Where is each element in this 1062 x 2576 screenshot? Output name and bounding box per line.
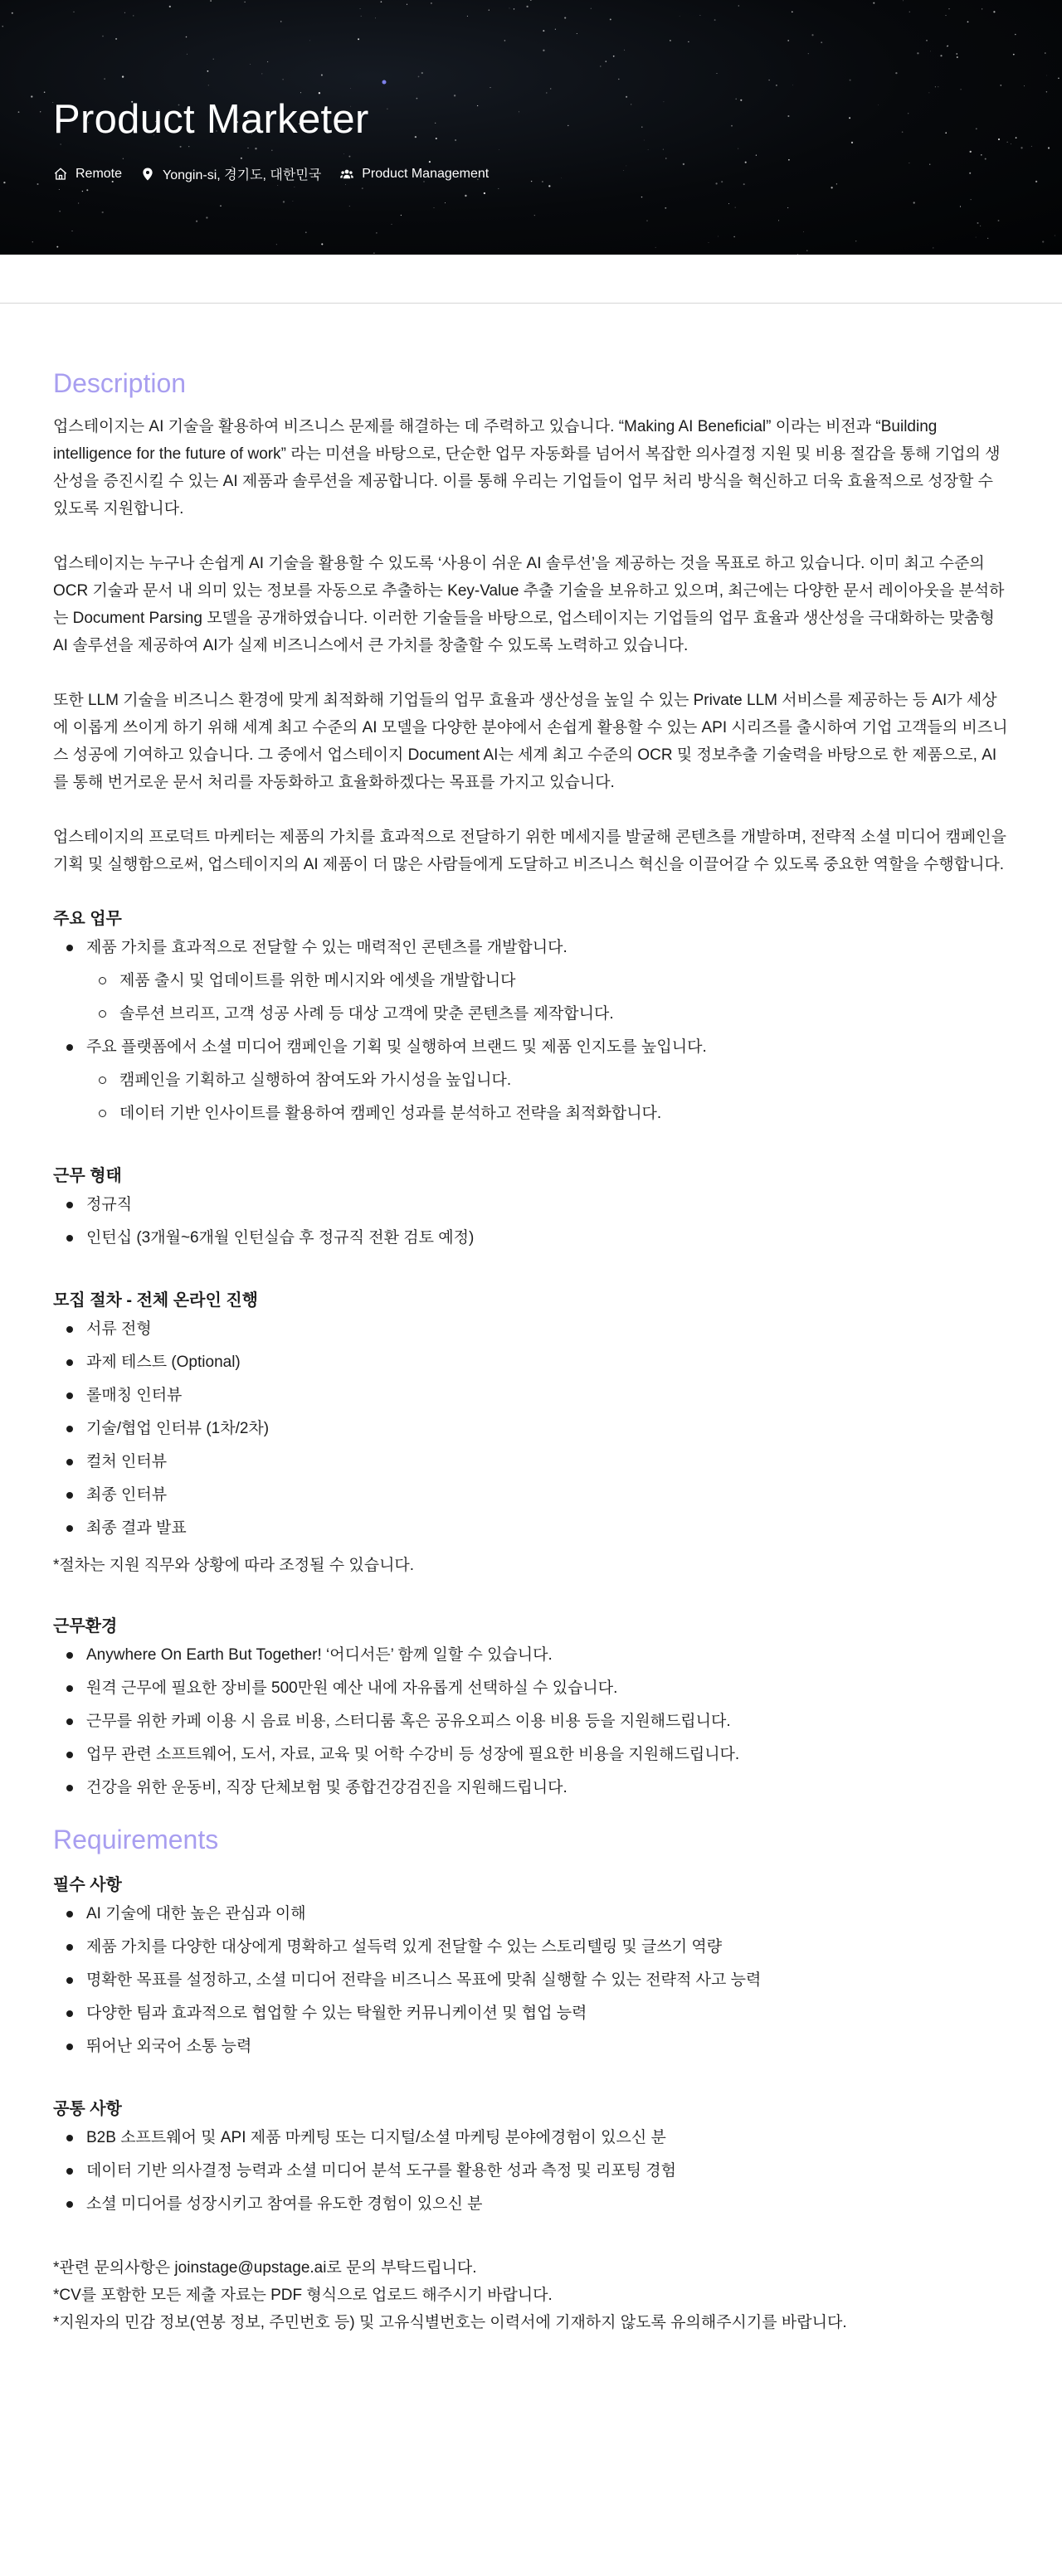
hero-content	[53, 96, 507, 183]
sub-list-item	[86, 1097, 1009, 1130]
process-list	[53, 1313, 1009, 1545]
list-item	[53, 1672, 1009, 1705]
header-divider	[0, 303, 1062, 304]
list-item-text: 업무 관련 소프트웨어, 도서, 자료, 교육 및 어학 수강비 등 성장에 필요한 비용을 지원해드립니다.	[86, 1746, 740, 1763]
requirements-heading: Requirements	[53, 1825, 219, 1854]
list-item-text: 최종 인터뷰	[86, 1486, 168, 1504]
description-paragraph: 또한 LLM 기술을 비즈니스 환경에 맞게 최적화해 기업들의 업무 효율과 생산성을 높일 수 있는 Private LLM 서비스를 제공하는 등 AI가 세상에 이롭게 쓰이게 하기 위해 세계 최고 수준의 AI 모델을 다양한 분야에서 손쉽게 활용할 수 있는 API 시리즈를 출시하여 기업 고객들의 비즈니스 성공에 기여하고 있습니다. 그 중에서 업스테이지 Document AI는 세계 최고 수준의 OCR 및 정보추출 기술력을 바탕으로 한 제품으로, AI를 통해 번거로운 문서 처리를 자동화하고 효율화하겠다는 목표를 가지고 있습니다.	[53, 692, 1008, 791]
list-item-text: 소셜 미디어를 성장시키고 참여를 유도한 경험이 있으신 분	[86, 2195, 483, 2213]
list-item-text: 과제 테스트 (Optional)	[86, 1354, 241, 1371]
meta-team-text: Product Management	[362, 166, 490, 181]
list-item	[53, 1772, 1009, 1805]
sub-list-item	[86, 998, 1009, 1031]
required-list	[53, 1898, 1009, 2063]
list-item-text: 주요 플랫폼에서 소셜 미디어 캠페인을 기획 및 실행하여 브랜드 및 제품 인지도를 높입니다.	[86, 1038, 707, 1056]
list-item-text: 원격 근무에 필요한 장비를 500만원 예산 내에 자유롭게 선택하실 수 있습니다.	[86, 1679, 618, 1697]
list-item-text: 인턴십 (3개월~6개월 인턴실습 후 정규직 전환 검토 예정)	[86, 1229, 475, 1247]
list-item	[53, 1313, 1009, 1346]
people-icon	[339, 167, 354, 182]
employment-list	[53, 1188, 1009, 1255]
list-item-text: 제품 가치를 다양한 대상에게 명확하고 설득력 있게 전달할 수 있는 스토리텔링 및 글쓰기 역량	[86, 1938, 723, 1956]
employment-heading: 근무 형태	[53, 1167, 122, 1185]
list-item-text: 서류 전형	[86, 1320, 152, 1338]
list-item	[53, 1705, 1009, 1738]
list-item-text: 정규직	[86, 1196, 133, 1213]
list-item-text: 데이터 기반 의사결정 능력과 소셜 미디어 분석 도구를 활용한 성과 측정 및 리포팅 경험	[86, 2162, 677, 2180]
list-item	[53, 2030, 1009, 2063]
environment-heading: 근무환경	[53, 1617, 118, 1636]
contact-notes	[53, 2254, 1009, 2336]
sub-list-item-text: 제품 출시 및 업데이트를 위한 메시지와 에셋을 개발합니다	[119, 972, 516, 989]
sub-list-item-text: 솔루션 브리프, 고객 성공 사례 등 대상 고객에 맞춘 콘텐츠를 제작합니다.	[119, 1005, 614, 1023]
contact-note: *지원자의 민감 정보(연봉 정보, 주민번호 등) 및 고유식별번호는 이력서에 기재하지 않도록 유의해주시기를 바랍니다.	[53, 2314, 847, 2331]
description-paragraph: 업스테이지의 프로덕트 마케터는 제품의 가치를 효과적으로 전달하기 위한 메세지를 발굴해 콘텐츠를 개발하며, 전략적 소셜 미디어 캠페인을 기획 및 실행함으로써, 업스테이지의 AI 제품이 더 많은 사람들에게 도달하고 비즈니스 혁신을 이끌어갈 수 있도록 중요한 역할을 수행합니다.	[53, 829, 1006, 873]
description-paragraph: 업스테이지는 누구나 손쉽게 AI 기술을 활용할 수 있도록 ‘사용이 쉬운 AI 솔루션’을 제공하는 것을 목표로 하고 있습니다. 이미 최고 수준의 OCR 기술과 문서 내 의미 있는 정보를 자동으로 추출하는 Key-Value 추출 기술을 보유하고 있으며, 최근에는 다양한 문서 레이아웃을 분석하는 Document Parsing 모델을 공개하였습니다. 이러한 기술들을 바탕으로, 업스테이지는 기업들의 업무 효율과 생산성을 극대화하는 맞춤형 AI 솔루션을 제공하여 AI가 실제 비즈니스에서 큰 가치를 창출할 수 있도록 노력하고 있습니다.	[53, 555, 1005, 654]
list-item	[53, 1346, 1009, 1379]
description-paragraph: 업스테이지는 AI 기술을 활용하여 비즈니스 문제를 해결하는 데 주력하고 있습니다. “Making AI Beneficial” 이라는 비전과 “Building intelligence for the future of work” 라는 미션을 바탕으로, 단순한 업무 자동화를 넘어서 복잡한 의사결정 지원 및 비용 절감을 통해 기업의 생산성을 증진시킬 수 있는 AI 제품과 솔루션을 제공합니다. 이를 통해 우리는 기업들이 업무 처리 방식을 혁신하고 더욱 효율적으로 성장할 수 있도록 지원합니다.	[53, 418, 1001, 518]
sub-list	[86, 1064, 1009, 1130]
list-item	[53, 2122, 1009, 2155]
meta-workplace	[53, 167, 122, 182]
job-title: Product Marketer	[53, 97, 369, 142]
list-item	[53, 1222, 1009, 1255]
preferred-list	[53, 2122, 1009, 2221]
list-item-text: 근무를 위한 카페 이용 시 음료 비용, 스터디룸 혹은 공유오피스 이용 비용 등을 지원해드립니다.	[86, 1713, 731, 1730]
list-item-text: 기술/협업 인터뷰 (1차/2차)	[86, 1420, 270, 1437]
list-item-text: 최종 결과 발표	[86, 1519, 187, 1537]
list-item-text: AI 기술에 대한 높은 관심과 이해	[86, 1905, 306, 1922]
list-item-text: Anywhere On Earth But Together! ‘어디서든’ 함께 일할 수 있습니다.	[86, 1646, 553, 1664]
list-item-text: 건강을 위한 운동비, 직장 단체보험 및 종합건강검진을 지원해드립니다.	[86, 1779, 568, 1796]
list-item	[53, 931, 1009, 1031]
sub-list-item	[86, 965, 1009, 998]
list-item	[53, 1931, 1009, 1964]
home-icon	[53, 167, 68, 182]
list-item	[53, 2155, 1009, 2188]
location-pin-icon	[140, 167, 155, 182]
meta-team	[339, 167, 489, 182]
list-item	[53, 1031, 1009, 1130]
list-item	[53, 2188, 1009, 2221]
list-item	[53, 1898, 1009, 1931]
sub-list-item-text: 캠페인을 기획하고 실행하여 참여도와 가시성을 높입니다.	[119, 1072, 512, 1089]
list-item	[53, 1512, 1009, 1545]
list-item	[53, 1738, 1009, 1772]
sub-list-item	[86, 1064, 1009, 1097]
list-item	[53, 1479, 1009, 1512]
list-item	[53, 1188, 1009, 1222]
environment-list	[53, 1639, 1009, 1805]
list-item	[53, 1997, 1009, 2030]
list-item-text: 롤매칭 인터뷰	[86, 1387, 183, 1404]
sub-list-item-text: 데이터 기반 인사이트를 활용하여 캠페인 성과를 분석하고 전략을 최적화합니다.	[119, 1105, 662, 1122]
preferred-heading: 공통 사항	[53, 2100, 122, 2118]
list-item-text: B2B 소프트웨어 및 API 제품 마케팅 또는 디지털/소셜 마케팅 분야에경험이 있으신 분	[86, 2129, 666, 2146]
list-item	[53, 1446, 1009, 1479]
description-heading: Description	[53, 368, 187, 398]
list-item-text: 다양한 팀과 효과적으로 협업할 수 있는 탁월한 커뮤니케이션 및 협업 능력	[86, 2005, 587, 2022]
job-meta	[53, 164, 507, 183]
meta-location	[140, 164, 321, 183]
duties-list	[53, 931, 1009, 1130]
list-item-text: 뛰어난 외국어 소통 능력	[86, 2038, 252, 2055]
process-heading: 모집 절차 - 전체 온라인 진행	[53, 1291, 258, 1310]
list-item	[53, 1964, 1009, 1997]
sub-list	[86, 965, 1009, 1031]
meta-workplace-text: Remote	[76, 166, 123, 181]
process-note: *절차는 지원 직무와 상황에 따라 조정될 수 있습니다.	[53, 1557, 415, 1574]
list-item	[53, 1412, 1009, 1446]
meta-location-text: Yongin-si, 경기도, 대한민국	[163, 168, 322, 182]
hero-banner	[0, 0, 1062, 255]
required-heading: 필수 사항	[53, 1876, 122, 1894]
list-item	[53, 1639, 1009, 1672]
job-content	[0, 367, 1062, 2336]
list-item-text: 제품 가치를 효과적으로 전달할 수 있는 매력적인 콘텐츠를 개발합니다.	[86, 939, 568, 956]
contact-note: *CV를 포함한 모든 제출 자료는 PDF 형식으로 업로드 해주시기 바랍니다.	[53, 2287, 553, 2304]
contact-note: *관련 문의사항은 joinstage@upstage.ai로 문의 부탁드립니다.	[53, 2259, 477, 2277]
list-item-text: 명확한 목표를 설정하고, 소셜 미디어 전략을 비즈니스 목표에 맞춰 실행할 수 있는 전략적 사고 능력	[86, 1971, 762, 1989]
duties-heading: 주요 업무	[53, 910, 122, 928]
list-item	[53, 1379, 1009, 1412]
list-item-text: 컬처 인터뷰	[86, 1453, 168, 1470]
